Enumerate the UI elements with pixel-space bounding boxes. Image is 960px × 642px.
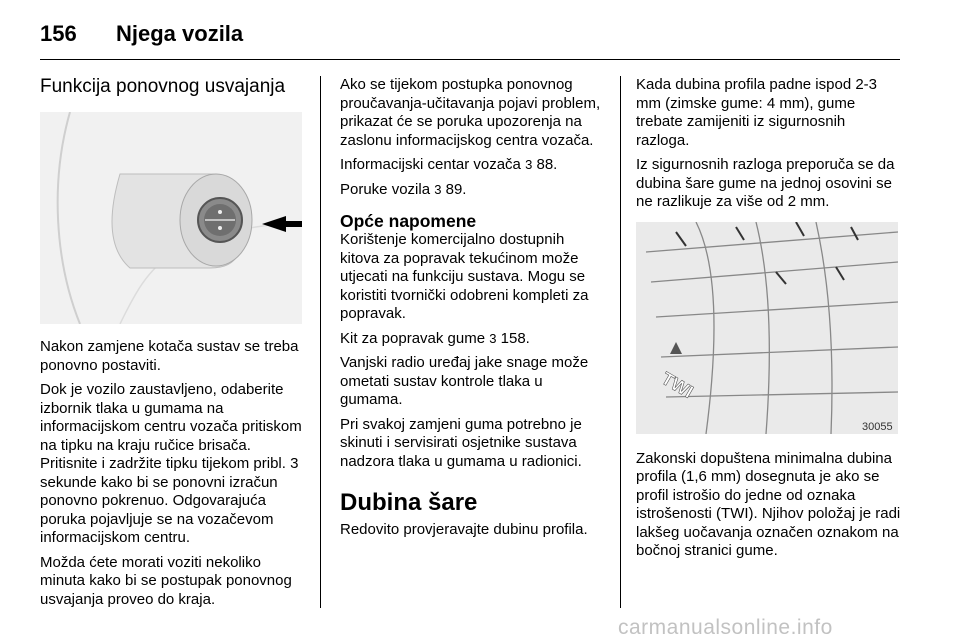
paragraph: Redovito provjeravajte dubinu profila. <box>340 521 588 538</box>
page-reference-icon: 3 <box>489 330 497 346</box>
paragraph: Zakonski dopuštena minimalna dubina profila (1,6 mm) dosegnuta je ako se profil istrošio do jedne od oznaka istrošenosti (TWI). Njihov položaj je radi lakšeg uočavanja označen oznakom na bočnoj stranici gume. <box>636 449 901 559</box>
reference-page: 158. <box>500 329 530 347</box>
section-title-tread-depth: Dubina šare <box>340 489 478 516</box>
cross-reference[interactable] <box>340 156 605 175</box>
tire-tread-illustration <box>636 222 898 434</box>
paragraph: Vanjski radio uređaj jake snage može ometati sustav kontrole tlaka u gumama. <box>340 354 589 408</box>
column-middle <box>340 76 605 546</box>
reference-page: 88. <box>536 156 558 173</box>
header-rule <box>40 59 900 60</box>
twi-marker-label: TWI <box>658 367 697 402</box>
paragraph: Korištenje komercijalno dostupnih kitova za popravak tekućinom može utjecati na funkciju sustava. Mogu se koristiti tvornički odobreni kompleti za popravak. <box>340 231 589 322</box>
reference-label: Informacijski centar vozača <box>340 156 521 173</box>
wiper-lever-illustration <box>40 112 302 324</box>
paragraph: Dok je vozilo zaustavljeno, odaberite izbornik tlaka u gumama na informacijskom centru vozača pritiskom na tipku na kraju ručice brisača. Pritisnite i zadržite tipku tijekom pribl. 3 sekunde kako bi se ponovni izračun ponovno pokrenuo. Odgovarajuća poruka pojavljuje se na vozačevom informacijskom centru. <box>40 381 302 546</box>
cross-reference[interactable] <box>340 330 605 349</box>
page-reference-icon: 3 <box>434 181 442 197</box>
reference-label: Kit za popravak gume <box>340 329 486 347</box>
reference-page: 89. <box>445 180 467 198</box>
section-title-relearn: Funkcija ponovnog usvajanja <box>40 76 286 97</box>
page-reference-icon: 3 <box>525 157 533 172</box>
column-divider <box>620 76 621 608</box>
chapter-title: Njega vozila <box>116 21 244 46</box>
watermark: carmanualsonline.info <box>618 616 833 639</box>
figure-id: 30055 <box>862 420 893 433</box>
paragraph: Kada dubina profila padne ispod 2-3 mm (zimske gume: 4 mm), gume trebate zamijeniti iz sigurnosnih razloga. <box>636 76 878 149</box>
paragraph: Pri svakoj zamjeni guma potrebno je skinuti i servisirati osjetnike sustava nadzora tlaka u gumama u radionici. <box>340 415 582 470</box>
paragraph: Možda ćete morati voziti nekoliko minuta kako bi se postupak ponovnog usvajanja proveo do kraja. <box>40 553 292 608</box>
paragraph: Ako se tijekom postupka ponovnog proučavanja-učitavanja pojavi problem, prikazat će se poruka upozorenja na zaslonu informacijskog centra vozača. <box>340 76 601 149</box>
column-divider <box>320 76 321 608</box>
column-right <box>636 76 902 567</box>
paragraph: Nakon zamjene kotača sustav se treba ponovno postaviti. <box>40 338 299 374</box>
subsection-title: Opće napomene <box>340 211 477 231</box>
cross-reference[interactable] <box>340 181 605 200</box>
reference-label: Poruke vozila <box>340 180 431 198</box>
page-header <box>40 14 910 54</box>
column-left <box>40 76 305 615</box>
page-number: 156 <box>40 21 77 46</box>
paragraph: Iz sigurnosnih razloga preporuča se da dubina šare gume na jednoj osovini se ne razlikuje za više od 2 mm. <box>636 156 895 210</box>
